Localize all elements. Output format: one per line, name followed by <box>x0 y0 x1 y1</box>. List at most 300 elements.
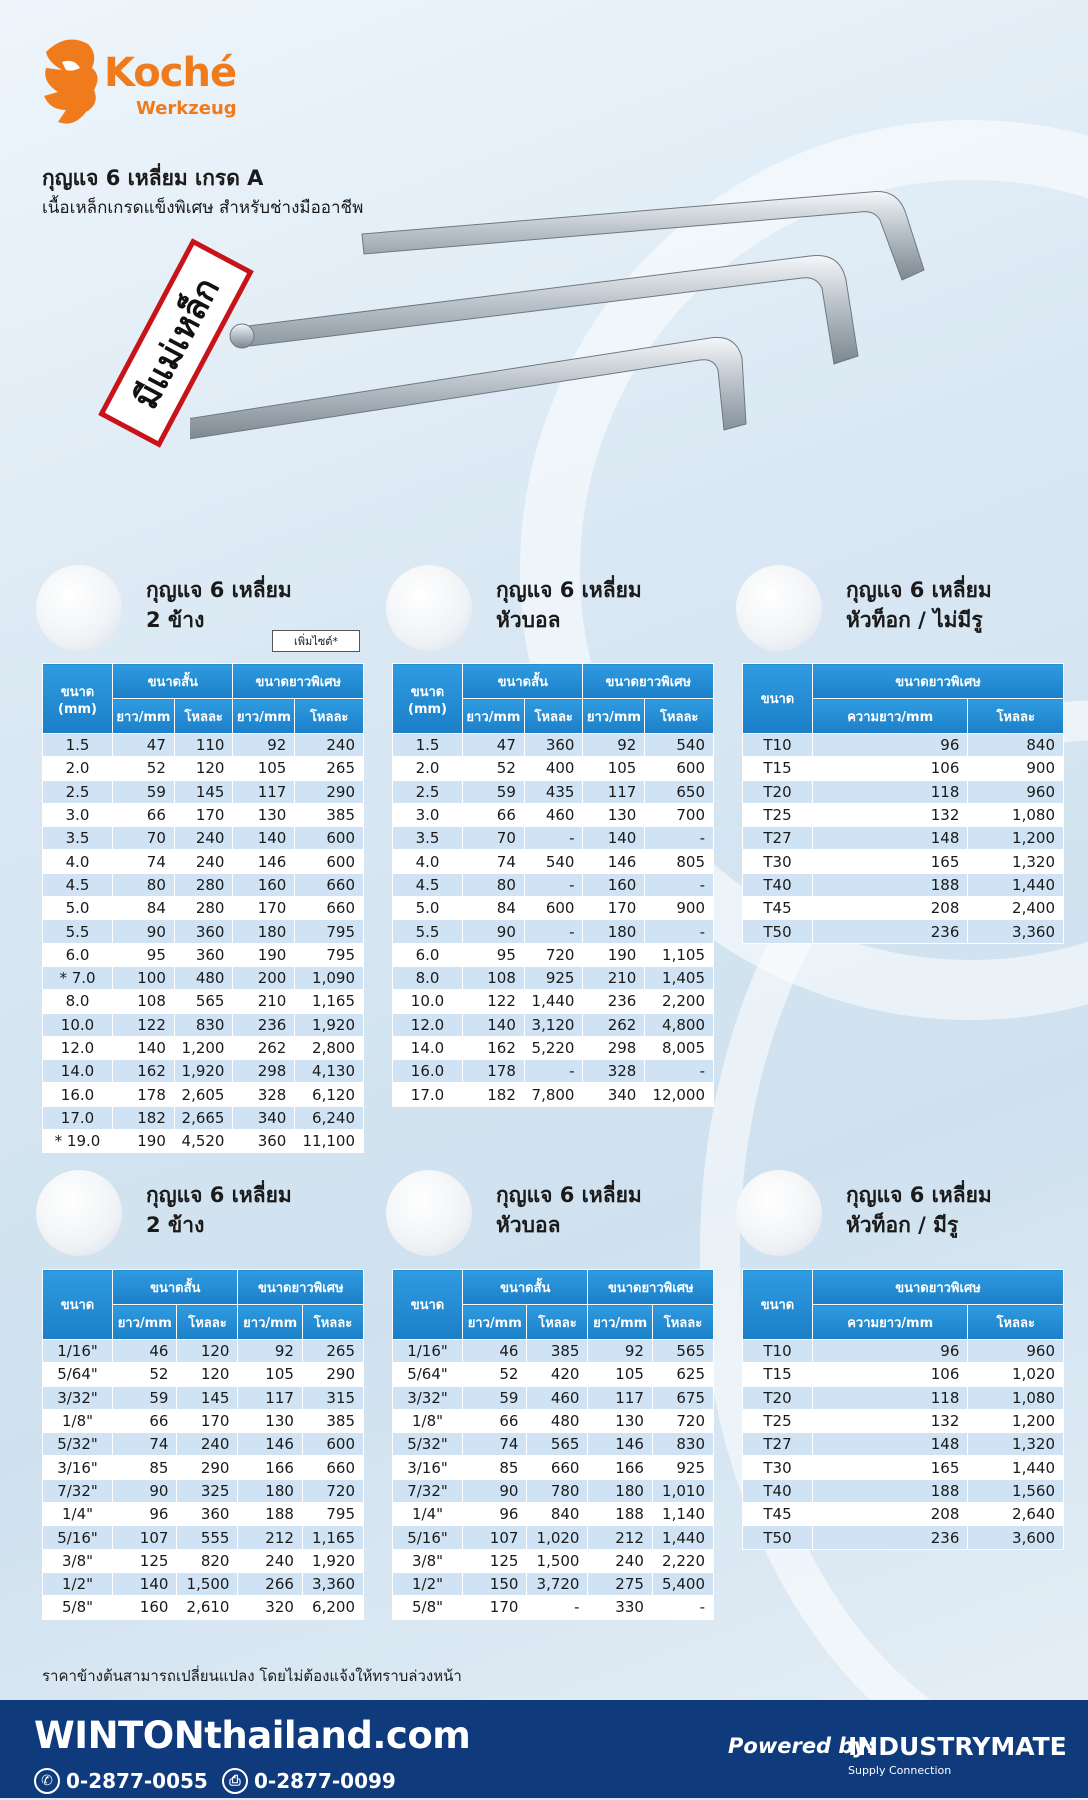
value-cell: 700 <box>645 803 714 826</box>
size-cell: 4.5 <box>393 873 463 896</box>
value-cell: 340 <box>233 1106 295 1129</box>
table-row <box>393 1060 714 1083</box>
size-cell: T30 <box>743 850 813 873</box>
value-cell: 46 <box>113 1340 177 1363</box>
value-cell: 66 <box>463 803 525 826</box>
value-cell: 118 <box>813 780 968 803</box>
value-cell: 162 <box>463 1036 525 1059</box>
table-row <box>43 1503 364 1526</box>
value-cell: 6,200 <box>302 1596 363 1619</box>
col-extra-long: ขนาดยาวพิเศษ <box>813 664 1064 699</box>
table-row <box>43 757 364 780</box>
value-cell: 108 <box>463 966 525 989</box>
table-row <box>43 1479 364 1502</box>
size-cell: 1/2" <box>393 1572 463 1595</box>
value-cell: 2,640 <box>968 1503 1064 1526</box>
partner-logo: INDUSTRYMATE <box>848 1732 1067 1761</box>
brand-logo <box>36 28 236 138</box>
value-cell: 236 <box>813 920 968 943</box>
value-cell: 2,220 <box>652 1549 713 1572</box>
value-cell: 795 <box>302 1503 363 1526</box>
size-cell: 3/32" <box>393 1386 463 1409</box>
page-title: กุญแจ 6 เหลี่ยม เกรด A <box>42 166 264 190</box>
value-cell: 600 <box>302 1433 363 1456</box>
size-cell: 16.0 <box>393 1060 463 1083</box>
footer <box>0 1700 1088 1798</box>
size-cell: 7/32" <box>43 1479 113 1502</box>
value-cell: 148 <box>813 827 968 850</box>
value-cell: 290 <box>295 780 364 803</box>
value-cell: 1,920 <box>174 1060 233 1083</box>
value-cell: 182 <box>113 1106 175 1129</box>
size-cell: 1/8" <box>43 1409 113 1432</box>
table-row <box>43 780 364 803</box>
value-cell: 170 <box>174 803 233 826</box>
value-cell: 92 <box>233 734 295 757</box>
size-cell: 4.5 <box>43 873 113 896</box>
value-cell: 105 <box>233 757 295 780</box>
table-row <box>393 966 714 989</box>
col-dozen: โหลละ <box>302 1305 363 1340</box>
section-title <box>496 575 642 635</box>
size-cell: 10.0 <box>43 1013 113 1036</box>
hex-key-2-ends-icon <box>36 1170 122 1256</box>
value-cell: 315 <box>302 1386 363 1409</box>
hex-key-2-ends-icon <box>36 565 122 651</box>
value-cell: 96 <box>113 1503 177 1526</box>
value-cell: 188 <box>813 1479 968 1502</box>
table-row <box>743 1479 1064 1502</box>
value-cell: 275 <box>588 1572 652 1595</box>
more-sizes-note: เพิ่มไซต์* <box>272 630 360 652</box>
value-cell: 130 <box>583 803 645 826</box>
value-cell: 120 <box>174 757 233 780</box>
value-cell: 330 <box>588 1596 652 1619</box>
value-cell: 120 <box>177 1363 238 1386</box>
table-row <box>393 1549 714 1572</box>
size-cell: 5/8" <box>393 1596 463 1619</box>
table-row <box>43 1596 364 1619</box>
value-cell: 122 <box>463 990 525 1013</box>
value-cell: 95 <box>113 943 175 966</box>
col-extra-long: ขนาดยาวพิเศษ <box>238 1270 364 1305</box>
col-dozen: โหลละ <box>645 699 714 734</box>
value-cell: 600 <box>295 827 364 850</box>
size-cell: 2.5 <box>43 780 113 803</box>
value-cell: 117 <box>588 1386 652 1409</box>
size-cell: 5.0 <box>393 897 463 920</box>
value-cell: 2,610 <box>177 1596 238 1619</box>
value-cell: 385 <box>527 1340 588 1363</box>
table-row <box>393 1479 714 1502</box>
value-cell: 435 <box>524 780 583 803</box>
value-cell: 265 <box>302 1340 363 1363</box>
table-row <box>743 1409 1064 1432</box>
col-length: ความยาว/mm <box>813 699 968 734</box>
table-row <box>43 943 364 966</box>
brand-name: Koché <box>104 50 237 96</box>
value-cell: 480 <box>527 1409 588 1432</box>
size-cell: T10 <box>743 734 813 757</box>
size-cell: 5.5 <box>393 920 463 943</box>
value-cell: 240 <box>174 827 233 850</box>
value-cell: 960 <box>968 780 1064 803</box>
table-row <box>393 920 714 943</box>
section-title-line: กุญแจ 6 เหลี่ยม <box>496 578 642 602</box>
value-cell: 830 <box>652 1433 713 1456</box>
value-cell: 2,605 <box>174 1083 233 1106</box>
value-cell: 80 <box>463 873 525 896</box>
size-cell: T25 <box>743 1409 813 1432</box>
table-row <box>43 1340 364 1363</box>
value-cell: 298 <box>583 1036 645 1059</box>
value-cell: 105 <box>588 1363 652 1386</box>
section-title-line: หัวท็อก / ไม่มีรู <box>846 608 983 632</box>
value-cell: 59 <box>463 1386 527 1409</box>
value-cell: 170 <box>233 897 295 920</box>
size-cell: 5/32" <box>393 1433 463 1456</box>
value-cell: 140 <box>463 1013 525 1036</box>
value-cell: 59 <box>463 780 525 803</box>
value-cell: 262 <box>583 1013 645 1036</box>
table-row <box>743 1386 1064 1409</box>
col-length: ยาว/mm <box>113 699 175 734</box>
table-row <box>393 827 714 850</box>
table-row <box>393 780 714 803</box>
value-cell: 5,400 <box>652 1572 713 1595</box>
table-row <box>43 966 364 989</box>
value-cell: 385 <box>295 803 364 826</box>
value-cell: 107 <box>463 1526 527 1549</box>
value-cell: 262 <box>233 1036 295 1059</box>
section-title-line: กุญแจ 6 เหลี่ยม <box>846 578 992 602</box>
phone-number: 0-2877-0055 <box>66 1769 208 1793</box>
table-row <box>393 757 714 780</box>
col-length: ยาว/mm <box>583 699 645 734</box>
value-cell: 660 <box>527 1456 588 1479</box>
value-cell: 280 <box>174 873 233 896</box>
value-cell: 675 <box>652 1386 713 1409</box>
price-table-metric-2-ends <box>42 663 364 1153</box>
value-cell: 117 <box>583 780 645 803</box>
value-cell: 420 <box>527 1363 588 1386</box>
value-cell: 150 <box>463 1572 527 1595</box>
size-cell: 6.0 <box>393 943 463 966</box>
value-cell: 46 <box>463 1340 527 1363</box>
value-cell: 1,920 <box>302 1549 363 1572</box>
size-cell: 4.0 <box>393 850 463 873</box>
size-cell: 3/16" <box>393 1456 463 1479</box>
value-cell: 208 <box>813 1503 968 1526</box>
size-cell: T50 <box>743 920 813 943</box>
value-cell: 74 <box>113 1433 177 1456</box>
value-cell: - <box>645 873 714 896</box>
size-cell: 6.0 <box>43 943 113 966</box>
size-cell: T30 <box>743 1456 813 1479</box>
col-size: ขนาด <box>43 1270 113 1340</box>
col-size: ขนาด <box>393 1270 463 1340</box>
value-cell: - <box>645 920 714 943</box>
value-cell: 208 <box>813 897 968 920</box>
value-cell: 132 <box>813 803 968 826</box>
value-cell: 100 <box>113 966 175 989</box>
size-cell: T10 <box>743 1340 813 1363</box>
value-cell: 325 <box>177 1479 238 1502</box>
size-cell: T45 <box>743 897 813 920</box>
value-cell: 146 <box>583 850 645 873</box>
size-cell: 1.5 <box>43 734 113 757</box>
size-cell: 1.5 <box>393 734 463 757</box>
value-cell: 210 <box>233 990 295 1013</box>
value-cell: 96 <box>813 1340 968 1363</box>
partner-tagline: Supply Connection <box>848 1764 952 1777</box>
value-cell: 140 <box>113 1036 175 1059</box>
value-cell: 240 <box>588 1549 652 1572</box>
value-cell: 145 <box>177 1386 238 1409</box>
value-cell: 117 <box>238 1386 302 1409</box>
table-row <box>393 897 714 920</box>
value-cell: 1,440 <box>524 990 583 1013</box>
col-length: ยาว/mm <box>588 1305 652 1340</box>
value-cell: 125 <box>463 1549 527 1572</box>
value-cell: 212 <box>588 1526 652 1549</box>
value-cell: 92 <box>588 1340 652 1363</box>
table-row <box>43 1106 364 1129</box>
size-cell: * 19.0 <box>43 1130 113 1153</box>
value-cell: 140 <box>113 1572 177 1595</box>
value-cell: 66 <box>463 1409 527 1432</box>
value-cell: 400 <box>524 757 583 780</box>
value-cell: 1,165 <box>302 1526 363 1549</box>
value-cell: 70 <box>113 827 175 850</box>
value-cell: 140 <box>233 827 295 850</box>
section-title-line: หัวท็อก / มีรู <box>846 1213 959 1237</box>
size-cell: 10.0 <box>393 990 463 1013</box>
powered-by-label: Powered by: <box>728 1734 876 1758</box>
table-row <box>393 873 714 896</box>
table-row <box>743 803 1064 826</box>
price-disclaimer: ราคาข้างต้นสามารถเปลี่ยนแปลง โดยไม่ต้องแจ้งให้ทราบล่วงหน้า <box>42 1667 462 1685</box>
value-cell: 190 <box>113 1130 175 1153</box>
value-cell: 385 <box>302 1409 363 1432</box>
value-cell: 805 <box>645 850 714 873</box>
value-cell: 1,405 <box>645 966 714 989</box>
value-cell: 795 <box>295 920 364 943</box>
value-cell: 8,005 <box>645 1036 714 1059</box>
value-cell: 2,800 <box>295 1036 364 1059</box>
table-row <box>43 1526 364 1549</box>
value-cell: 162 <box>113 1060 175 1083</box>
size-cell: 1/8" <box>393 1409 463 1432</box>
table-row <box>43 1036 364 1059</box>
col-extra-long: ขนาดยาวพิเศษ <box>233 664 364 699</box>
value-cell: 146 <box>233 850 295 873</box>
ball-end-key-icon <box>386 1170 472 1256</box>
value-cell: 900 <box>968 757 1064 780</box>
value-cell: 290 <box>177 1456 238 1479</box>
size-cell: 5/16" <box>393 1526 463 1549</box>
size-cell: T40 <box>743 1479 813 1502</box>
value-cell: 840 <box>968 734 1064 757</box>
value-cell: 84 <box>463 897 525 920</box>
value-cell: 1,320 <box>968 1433 1064 1456</box>
col-dozen: โหลละ <box>968 699 1064 734</box>
value-cell: - <box>645 827 714 850</box>
value-cell: 240 <box>295 734 364 757</box>
size-cell: 16.0 <box>43 1083 113 1106</box>
value-cell: 460 <box>527 1386 588 1409</box>
table-row <box>393 1409 714 1432</box>
table-row <box>743 920 1064 943</box>
section-title-line: หัวบอล <box>496 1213 561 1237</box>
value-cell: - <box>652 1596 713 1619</box>
value-cell: - <box>645 1060 714 1083</box>
value-cell: 66 <box>113 1409 177 1432</box>
footer-phone[interactable] <box>34 1768 208 1794</box>
value-cell: 140 <box>583 827 645 850</box>
size-cell: T27 <box>743 827 813 850</box>
table-row <box>743 1433 1064 1456</box>
value-cell: 600 <box>524 897 583 920</box>
section-title <box>846 1180 992 1240</box>
value-cell: 182 <box>463 1083 525 1106</box>
value-cell: 96 <box>463 1503 527 1526</box>
size-cell: 5.0 <box>43 897 113 920</box>
value-cell: - <box>524 873 583 896</box>
size-cell: 3.0 <box>43 803 113 826</box>
table-row <box>393 1363 714 1386</box>
size-cell: * 7.0 <box>43 966 113 989</box>
value-cell: 190 <box>233 943 295 966</box>
value-cell: 180 <box>583 920 645 943</box>
size-cell: 12.0 <box>393 1013 463 1036</box>
value-cell: 47 <box>463 734 525 757</box>
size-cell: 2.0 <box>393 757 463 780</box>
value-cell: 4,130 <box>295 1060 364 1083</box>
col-dozen: โหลละ <box>174 699 233 734</box>
size-cell: 5/32" <box>43 1433 113 1456</box>
table-row <box>393 1083 714 1106</box>
value-cell: 236 <box>233 1013 295 1036</box>
value-cell: 180 <box>588 1479 652 1502</box>
table-row <box>43 920 364 943</box>
value-cell: 74 <box>463 850 525 873</box>
value-cell: 565 <box>527 1433 588 1456</box>
value-cell: 1,020 <box>527 1526 588 1549</box>
value-cell: 11,100 <box>295 1130 364 1153</box>
value-cell: 170 <box>177 1409 238 1432</box>
section-title-line: กุญแจ 6 เหลี่ยม <box>846 1183 992 1207</box>
value-cell: 7,800 <box>524 1083 583 1106</box>
size-cell: T20 <box>743 1386 813 1409</box>
table-row <box>43 1130 364 1153</box>
table-row <box>43 897 364 920</box>
size-cell: T40 <box>743 873 813 896</box>
value-cell: 236 <box>813 1526 968 1549</box>
size-cell: 1/16" <box>393 1340 463 1363</box>
table-row <box>393 1456 714 1479</box>
col-short: ขนาดสั้น <box>463 1270 588 1305</box>
value-cell: - <box>524 1060 583 1083</box>
size-cell: T25 <box>743 803 813 826</box>
value-cell: 1,020 <box>968 1363 1064 1386</box>
value-cell: 780 <box>527 1479 588 1502</box>
footer-website[interactable]: WINTONthailand.com <box>34 1714 471 1757</box>
col-short: ขนาดสั้น <box>113 1270 238 1305</box>
value-cell: 240 <box>174 850 233 873</box>
value-cell: 266 <box>238 1572 302 1595</box>
value-cell: 565 <box>652 1340 713 1363</box>
value-cell: 360 <box>174 943 233 966</box>
value-cell: 555 <box>177 1526 238 1549</box>
table-row <box>743 780 1064 803</box>
value-cell: 145 <box>174 780 233 803</box>
size-cell: 1/4" <box>43 1503 113 1526</box>
size-cell: 2.5 <box>393 780 463 803</box>
value-cell: 90 <box>113 920 175 943</box>
stamp-label: มีแม่เหล็ก <box>98 238 254 447</box>
size-cell: 14.0 <box>43 1060 113 1083</box>
table-row <box>393 943 714 966</box>
hex-keys-illustration <box>190 180 1070 540</box>
value-cell: 820 <box>177 1549 238 1572</box>
table-row <box>743 757 1064 780</box>
table-row <box>43 1456 364 1479</box>
value-cell: 1,200 <box>968 827 1064 850</box>
table-row <box>743 1526 1064 1549</box>
col-short: ขนาดสั้น <box>113 664 233 699</box>
value-cell: 1,140 <box>652 1503 713 1526</box>
value-cell: 160 <box>233 873 295 896</box>
size-cell: 7/32" <box>393 1479 463 1502</box>
value-cell: 600 <box>645 757 714 780</box>
size-cell: 3.5 <box>43 827 113 850</box>
value-cell: 148 <box>813 1433 968 1456</box>
value-cell: 132 <box>813 1409 968 1432</box>
value-cell: 720 <box>524 943 583 966</box>
value-cell: 188 <box>238 1503 302 1526</box>
value-cell: 52 <box>463 1363 527 1386</box>
value-cell: 170 <box>583 897 645 920</box>
value-cell: 2,400 <box>968 897 1064 920</box>
table-row <box>43 1386 364 1409</box>
value-cell: 107 <box>113 1526 177 1549</box>
col-short: ขนาดสั้น <box>463 664 583 699</box>
size-cell: 3/8" <box>393 1549 463 1572</box>
value-cell: 265 <box>295 757 364 780</box>
value-cell: 240 <box>238 1549 302 1572</box>
value-cell: 840 <box>527 1503 588 1526</box>
value-cell: 120 <box>177 1340 238 1363</box>
value-cell: 1,500 <box>177 1572 238 1595</box>
value-cell: 795 <box>295 943 364 966</box>
price-table-metric-ball-end <box>392 663 714 1107</box>
size-cell: 2.0 <box>43 757 113 780</box>
footer-fax[interactable] <box>222 1768 396 1794</box>
section-title-line: หัวบอล <box>496 608 561 632</box>
col-dozen: โหลละ <box>968 1305 1064 1340</box>
value-cell: 105 <box>583 757 645 780</box>
col-dozen: โหลละ <box>295 699 364 734</box>
table-row <box>393 803 714 826</box>
size-cell: 1/16" <box>43 1340 113 1363</box>
value-cell: 95 <box>463 943 525 966</box>
table-row <box>393 1036 714 1059</box>
value-cell: 4,520 <box>174 1130 233 1153</box>
value-cell: 1,200 <box>174 1036 233 1059</box>
value-cell: 2,665 <box>174 1106 233 1129</box>
value-cell: - <box>524 920 583 943</box>
